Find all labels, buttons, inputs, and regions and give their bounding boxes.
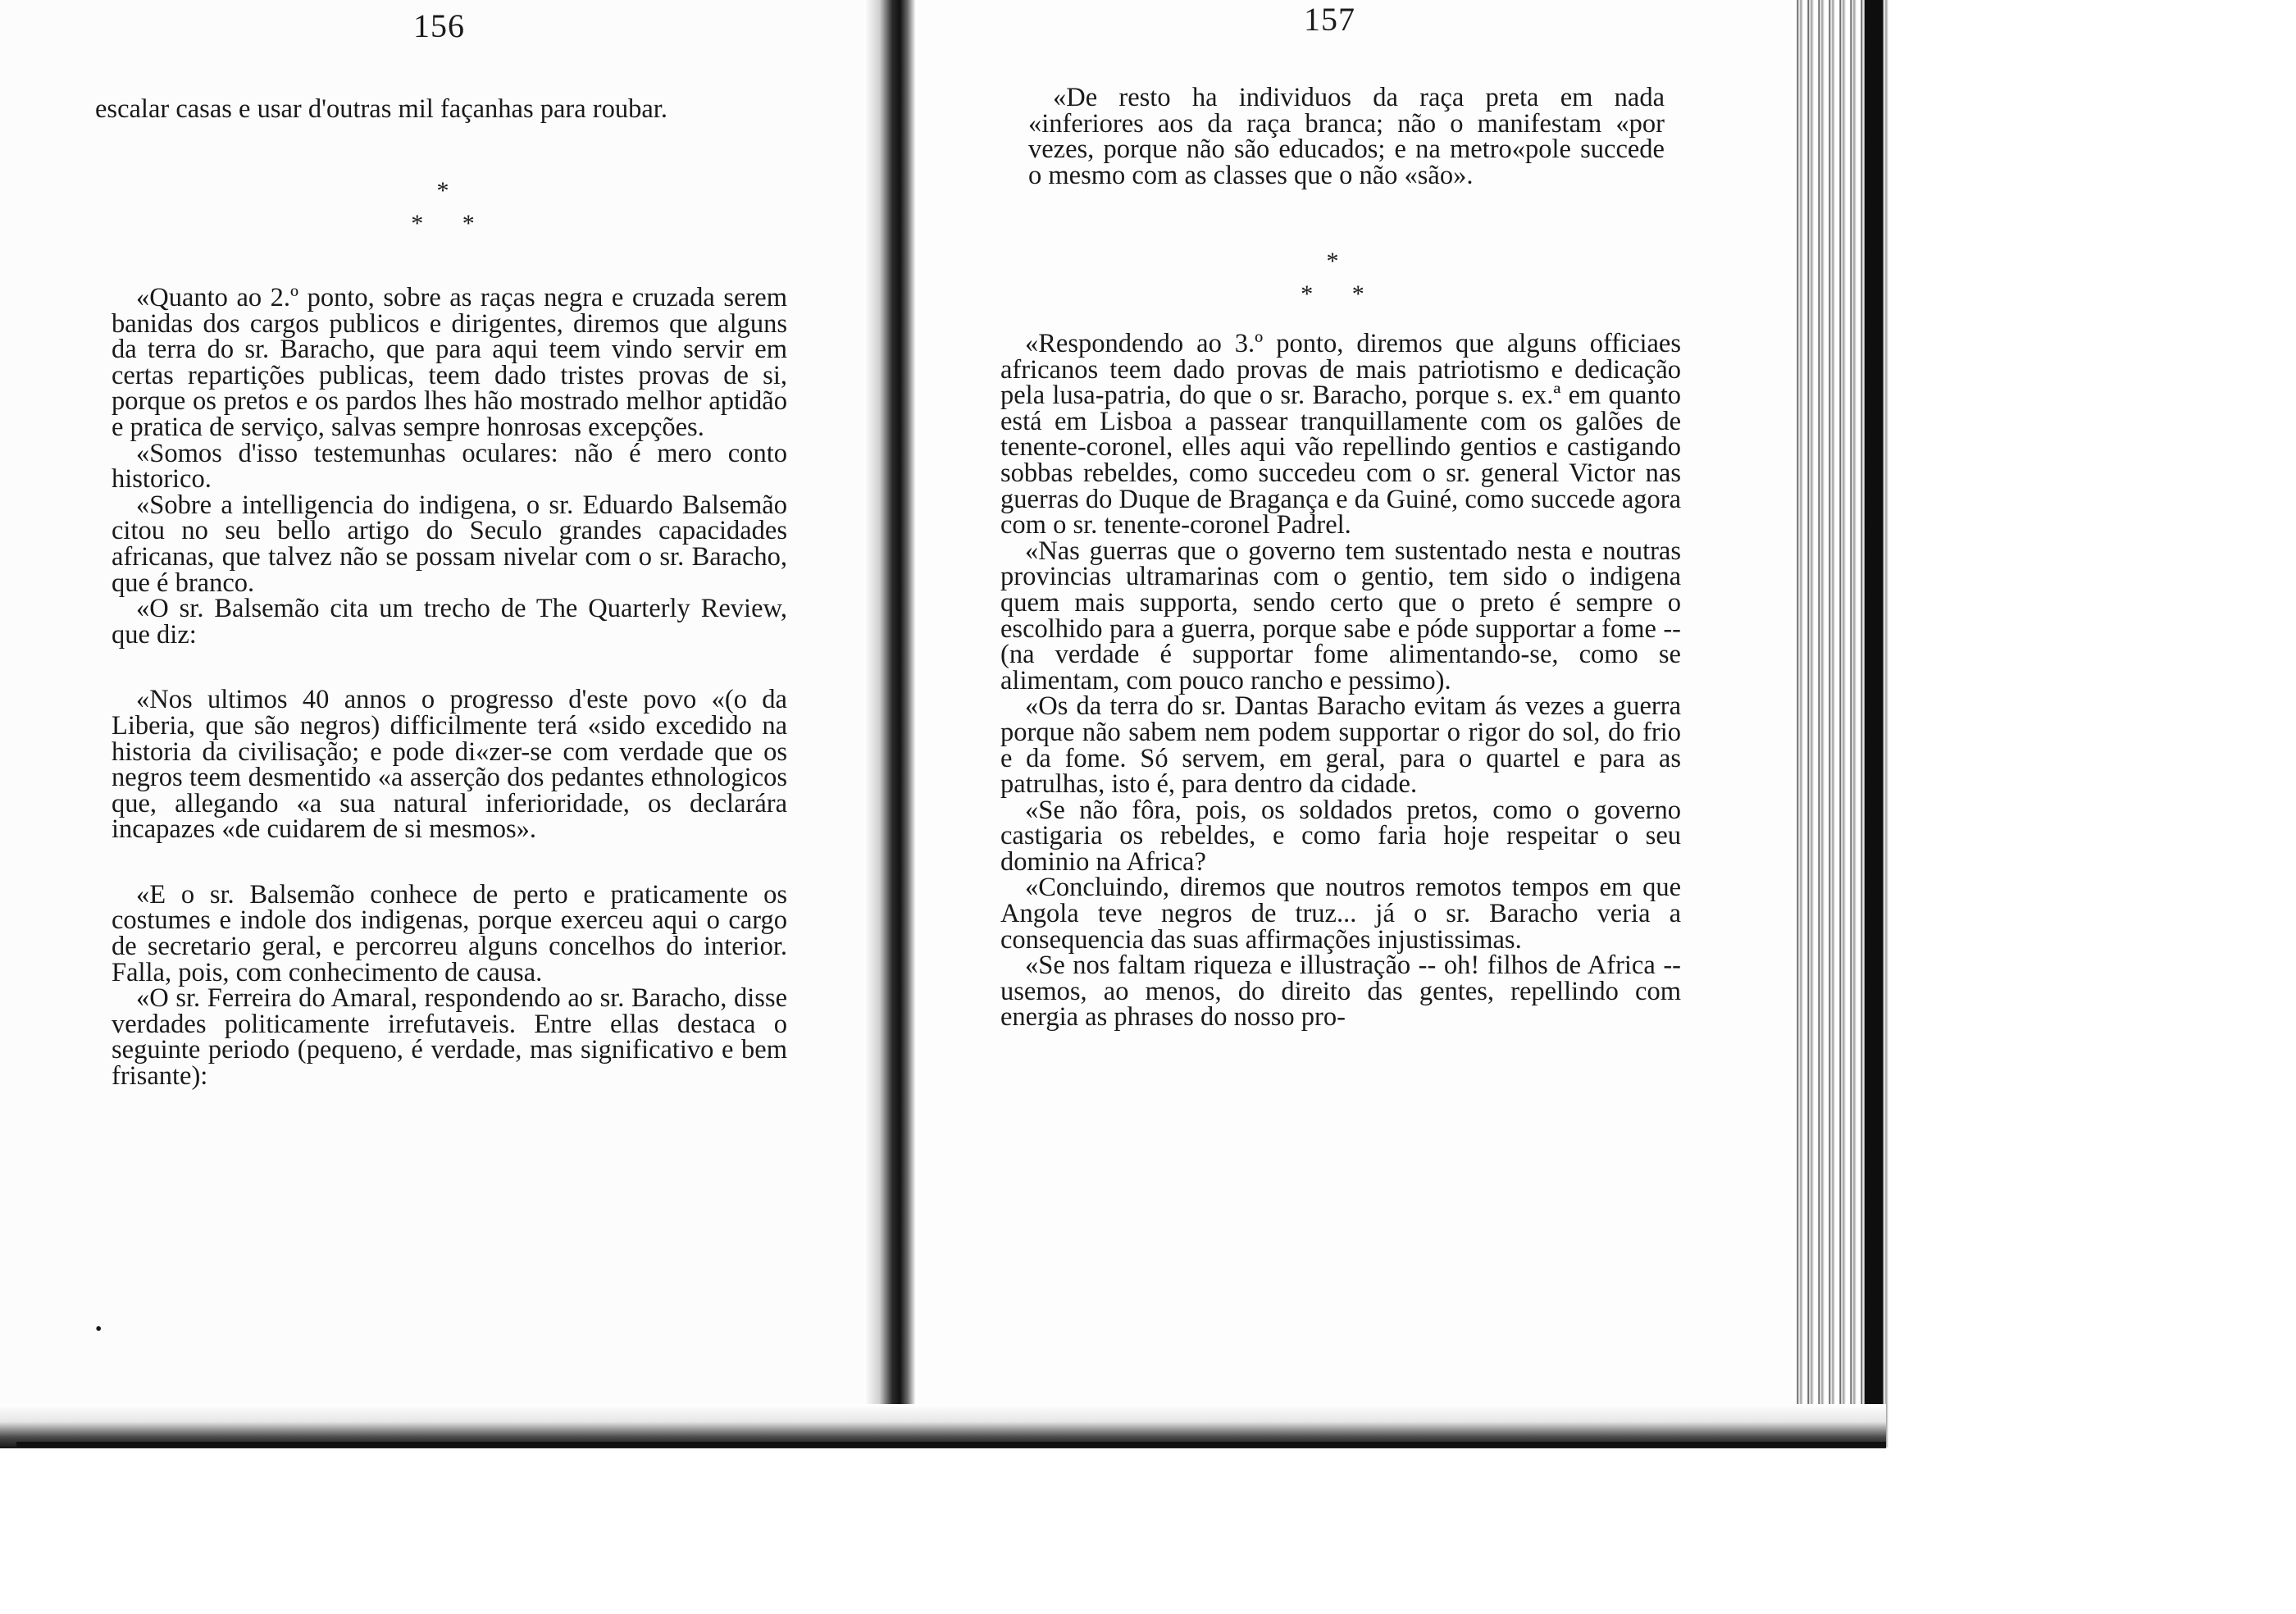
right-paragraph: «Nas guerras que o governo tem sustentado nesta e noutras provincias ultramarinas com o gentio, tem sido o indigena quem mais supporta, sendo certo que o preto é sempre o escolhido para a guerra, porque sabe e póde supportar a fome -- (na verdade é supportar fome alimentando-se, como se alimentam, com pouco rancho e pessimo). bbox=[1000, 536, 1681, 695]
left-body bbox=[112, 285, 787, 1090]
right-paragraph: «Respondendo ao 3.º ponto, diremos que alguns officiaes africanos teem dado provas de mais patriotismo e dedicação pela lusa-patria, do que o sr. Baracho, porque s. ex.ª em quanto está em Lisboa a passear tranquillamente com os galões de tenente-coronel, elles aqui vão repellindo gentios e castigando sobbas rebeldes, como succedeu com o sr. general Victor nas guerras do Duque de Bragança e da Guiné, como succede agora com o sr. tenente-coronel Padrel. bbox=[1000, 329, 1681, 540]
right-opening bbox=[1028, 85, 1665, 189]
right-paragraph: «Se não fôra, pois, os soldados pretos, como o governo castigaria os rebeldes, e como faria hoje respeitar o seu dominio na Africa? bbox=[1000, 795, 1681, 877]
right-section-break bbox=[1279, 249, 1386, 307]
right-paragraph: «Concluindo, diremos que noutros remotos tempos em que Angola teve negros de truz... já o sr. Baracho veria a consequencia das suas affirmações injustissimas. bbox=[1000, 873, 1681, 955]
left-margin-mark: • bbox=[95, 1319, 102, 1340]
left-star-bottom: * * bbox=[411, 210, 475, 237]
right-page-number: 157 bbox=[1304, 1, 1355, 38]
left-paragraph: «Sobre a intelligencia do indigena, o sr. Eduardo Balsemão citou no seu bello artigo do Seculo grandes capacidades africanas, que talvez não se possam nivelar com o sr. Baracho, que é branco. bbox=[112, 490, 787, 598]
left-opening bbox=[95, 94, 787, 124]
left-star-top: * bbox=[436, 177, 449, 204]
book-gutter bbox=[864, 0, 915, 1448]
right-paragraph: «Os da terra do sr. Dantas Baracho evitam ás vezes a guerra porque não sabem nem podem supportar o rigor do sol, do frio e da fome. Só servem, em geral, para o quartel e para as patrulhas, isto é, para dentro da cidade. bbox=[1000, 691, 1681, 800]
right-paragraph: «Se nos faltam riqueza e illustração -- oh! filhos de Africa -- usemos, ao menos, do direito das gentes, repellindo com energia as phrases do nosso pro- bbox=[1000, 951, 1681, 1033]
bottom-page-edge-line bbox=[16, 1442, 1886, 1447]
right-opening-quote: «De resto ha individuos da raça preta em nada «inferiores aos da raça branca; não o manifestam «por vezes, porque não são educados; e na metro«pole succede o mesmo com as classes que o não «são». bbox=[1028, 83, 1665, 190]
right-star-top: * bbox=[1326, 248, 1339, 275]
right-body bbox=[1000, 331, 1681, 1031]
left-opening-line: escalar casas e usar d'outras mil façanhas para roubar. bbox=[95, 94, 667, 124]
left-paragraph: «Quanto ao 2.º ponto, sobre as raças negra e cruzada serem banidas dos cargos publicos e dirigentes, diremos que alguns da terra do sr. Baracho, que para aqui teem vindo servir em certas repartições publicas, teem dado tristes provas de si, porque os pretos e os pardos lhes hão mostrado melhor aptidão e pratica de serviço, salvas sempre honrosas excepções. bbox=[112, 283, 787, 442]
left-quote: «Nos ultimos 40 annos o progresso d'este povo «(o da Liberia, que são negros) difficilmente terá «sido excedido na historia da civilisação; e pode di«zer-se com verdade que os negros teem desmentido «a asserção dos pedantes ethnologicos que, allegando «a sua natural inferioridade, os declarára incapazes «de cuidarem de si mesmos». bbox=[112, 685, 787, 845]
left-paragraph: «E o sr. Balsemão conhece de perto e praticamente os costumes e indole dos indigenas, porque exerceu aqui o cargo de secretario geral, e percorreu alguns concelhos do interior. Falla, pois, com conhecimento de causa. bbox=[112, 879, 787, 987]
left-paragraph: «O sr. Ferreira do Amaral, respondendo ao sr. Baracho, disse verdades politicamente irrefutaveis. Entre ellas destaca o seguinte periodo (pequeno, é verdade, mas significativo e bem frisante): bbox=[112, 983, 787, 1092]
left-page-number: 156 bbox=[413, 7, 465, 44]
left-section-break bbox=[385, 179, 500, 236]
left-paragraph: «O sr. Balsemão cita um trecho de The Quarterly Review, que diz: bbox=[112, 594, 787, 650]
page-edge-shadow bbox=[1865, 0, 1883, 1448]
right-star-bottom: * * bbox=[1301, 280, 1364, 308]
left-paragraph: «Somos d'isso testemunhas oculares: não é mero conto historico. bbox=[112, 438, 787, 495]
